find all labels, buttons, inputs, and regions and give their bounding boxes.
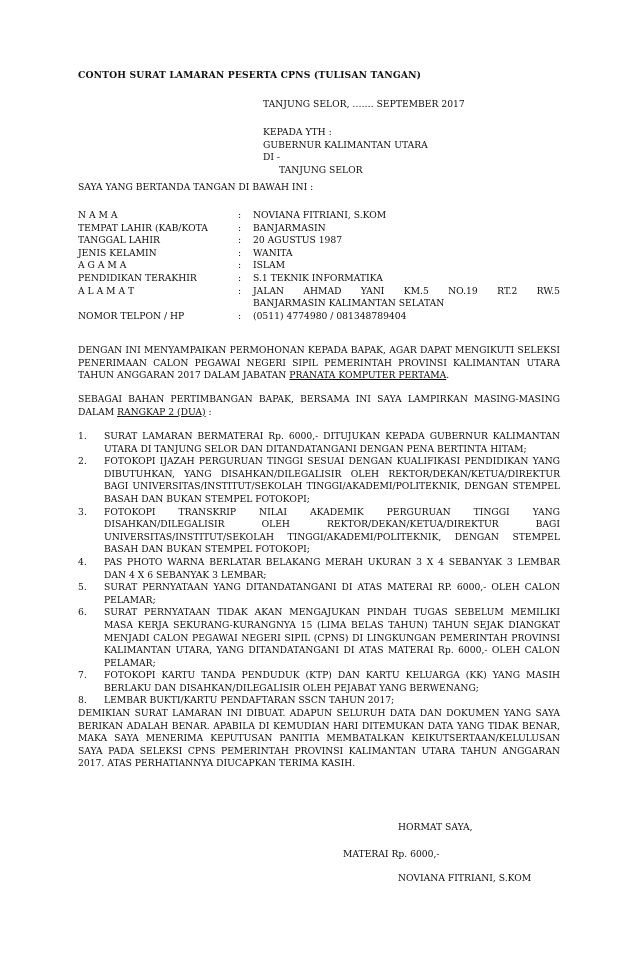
list-text: LEMBAR BUKTI/KARTU PENDAFTARAN SSCN TAHUN 2017; — [104, 695, 395, 707]
attachment-list — [78, 431, 560, 708]
field-label: TEMPAT LAHIR (KAB/KOTA — [78, 222, 208, 234]
recipient-line: TANJUNG SELOR — [279, 164, 363, 176]
list-item — [78, 582, 560, 607]
list-text: FOTOKOPI IJAZAH PERGURUAN TINGGI SESUAI DENGAN KUALIFIKASI PENDIDIKAN YANG DIBUTUHKAN, YANG DISAHKAN/DILEGALISIR OLEH REKTOR/DEKAN/KETUA/DIREKTUR BAGI UNIVERSITAS/INSTITUT/SEKOLAH TINGGI/AKADEMI/POLITEKNIK, DENGAN STEMPEL BASAH DAN BUKAN STEMPEL FOTOKOPI; — [104, 456, 560, 505]
list-text: PAS PHOTO WARNA BERLATAR BELAKANG MERAH UKURAN 3 X 4 SEBANYAK 3 LEMBAR DAN 4 X 6 SEBANYAK 3 LEMBAR; — [104, 556, 560, 581]
field-colon: : — [238, 247, 242, 259]
field-row — [78, 235, 560, 248]
recipient-block — [263, 127, 428, 177]
list-item — [78, 695, 560, 708]
paragraph-text: DENGAN INI MENYAMPAIKAN PERMOHONAN KEPADA BAPAK, AGAR DAPAT MENGIKUTI SELEKSI PENERIMAAN CALON PEGAWAI NEGERI SIPIL PEMERINTAH PROVINSI KALIMANTAN UTARA TAHUN ANGGARAN 2017 DALAM JABATAN — [78, 345, 560, 382]
field-colon: : — [238, 285, 242, 297]
field-value: (0511) 4774980 / 081348789404 — [253, 310, 407, 322]
field-value: ISLAM — [253, 260, 286, 272]
field-label: PENDIDIKAN TERAKHIR — [78, 272, 197, 284]
field-value: NOVIANA FITRIANI, S.KOM — [253, 210, 387, 221]
field-value: WANITA — [253, 247, 293, 259]
list-number: 8. — [78, 695, 87, 707]
list-text: FOTOKOPI KARTU TANDA PENDUDUK (KTP) DAN KARTU KELUARGA (KK) YANG MASIH BERLAKU DAN DISAHKAN/DILEGALISIR OLEH PEJABAT YANG BERWENANG; — [104, 670, 560, 694]
field-value: 20 AGUSTUS 1987 — [253, 235, 343, 247]
list-number: 5. — [78, 582, 87, 594]
recipient-line: KEPADA YTH : — [263, 127, 332, 138]
field-row — [78, 286, 560, 299]
list-number: 7. — [78, 670, 87, 682]
field-colon: : — [238, 222, 242, 234]
list-item — [78, 557, 560, 582]
paragraph-end: : — [205, 406, 212, 418]
attachment-intro-paragraph — [78, 394, 560, 419]
list-number: 2. — [78, 456, 87, 468]
list-number: 6. — [78, 607, 87, 619]
list-number: 4. — [78, 556, 87, 568]
field-value: BANJARMASIN KALIMANTAN SELATAN — [253, 298, 445, 310]
field-row — [78, 311, 560, 324]
copies-count: RANGKAP 2 (DUA) — [117, 406, 206, 418]
field-label: JENIS KELAMIN — [78, 247, 157, 259]
recipient-line: GUBERNUR KALIMANTAN UTARA — [263, 139, 428, 151]
field-label-blank — [78, 298, 238, 311]
field-value: BANJARMASIN — [253, 222, 326, 234]
list-text: SURAT LAMARAN BERMATERAI Rp. 6000,- DITUJUKAN KEPADA GUBERNUR KALIMANTAN UTARA DI TANJUNG SELOR DAN DITANDATANGANI DENGAN PENA BERTINTA HITAM; — [104, 431, 560, 455]
paragraph-end: . — [446, 370, 450, 382]
field-row — [78, 260, 560, 273]
field-value: JALAN AHMAD YANI KM.5 NO.19 RT.2 RW.5 — [253, 285, 560, 297]
list-text: SURAT PERNYATAAN YANG DITANDATANGANI DI ATAS MATERAI RP. 6000,- OLEH CALON PELAMAR; — [104, 582, 560, 606]
field-label: NOMOR TELPON / HP — [78, 310, 185, 322]
field-row — [78, 210, 560, 223]
field-colon-blank — [238, 298, 253, 311]
field-row — [78, 273, 560, 286]
signature-greeting: HORMAT SAYA, — [398, 822, 473, 833]
field-colon: : — [238, 310, 242, 322]
field-colon: : — [238, 210, 242, 221]
list-item — [78, 507, 560, 557]
list-item — [78, 607, 560, 670]
list-item — [78, 431, 560, 456]
recipient-line: DI - — [263, 152, 281, 164]
field-colon: : — [238, 272, 242, 284]
applicant-fields — [78, 210, 560, 323]
field-row — [78, 223, 560, 236]
field-colon: : — [238, 260, 242, 272]
signature-stamp: MATERAI Rp. 6000,- — [343, 849, 440, 860]
closing-paragraph: DEMIKIAN SURAT LAMARAN INI DIBUAT. ADAPUN SELURUH DATA DAN DOKUMEN YANG SAYA BERIKAN ADALAH BENAR. APABILA DI KEMUDIAN HARI DITEMUKAN DATA YANG TIDAK BENAR, MAKA SAYA MENERIMA KEPUTUSAN PANITIA MEMBATALKAN KEIKUTSERTAAN/KELULUSAN SAYA PADA SELEKSI CPNS PEMERINTAH PROVINSI KALIMANTAN UTARA TAHUN ANGGARAN 2017. ATAS PERHATIANNYA DIUCAPKAN TERIMA KASIH. — [78, 708, 560, 770]
intro-line: SAYA YANG BERTANDA TANGAN DI BAWAH INI : — [78, 182, 314, 193]
signature-name: NOVIANA FITRIANI, S.KOM — [398, 873, 532, 884]
field-row — [78, 298, 560, 311]
field-value: S.1 TEKNIK INFORMATIKA — [253, 272, 383, 284]
field-label: A G A M A — [78, 260, 127, 272]
document-title: CONTOH SURAT LAMARAN PESERTA CPNS (TULISAN TANGAN) — [78, 70, 422, 81]
position-name: PRANATA KOMPUTER PERTAMA — [289, 370, 447, 382]
list-item — [78, 670, 560, 695]
request-paragraph — [78, 345, 560, 383]
place-date: TANJUNG SELOR, ….… SEPTEMBER 2017 — [263, 99, 465, 110]
list-number: 1. — [78, 431, 87, 442]
field-label: A L A M A T — [78, 285, 135, 297]
field-row — [78, 248, 560, 261]
field-colon: : — [238, 235, 242, 247]
list-item — [78, 456, 560, 506]
paragraph-text: SEBAGAI BAHAN PERTIMBANGAN BAPAK, BERSAMA INI SAYA LAMPIRKAN MASING-MASING DALAM — [78, 394, 560, 418]
field-label: TANGGAL LAHIR — [78, 235, 160, 247]
list-number: 3. — [78, 506, 87, 518]
list-text: SURAT PERNYATAAN TIDAK AKAN MENGAJUKAN PINDAH TUGAS SEBELUM MEMILIKI MASA KERJA SEKURANG-KURANGNYA 15 (LIMA BELAS TAHUN) TAHUN SEJAK DIANGKAT MENJADI CALON PEGAWAI NEGERI SIPIL (CPNS) DI LINGKUNGAN PEMERINTAH PROVINSI KALIMANTAN UTARA, YANG DITANDATANGANI DI ATAS MATERAI Rp. 6000,- OLEH CALON PELAMAR; — [104, 607, 560, 669]
field-label: N A M A — [78, 210, 118, 221]
list-text: FOTOKOPI TRANSKRIP NILAI AKADEMIK PERGURUAN TINGGI YANG DISAHKAN/DILEGALISIR OLEH REKTOR/DEKAN/KETUA/DIREKTUR BAGI UNIVERSITAS/INSTITUT/SEKOLAH TINGGI/AKADEMI/POLITEKNIK, DENGAN STEMPEL BASAH DAN BUKAN STEMPEL FOTOKOPI; — [104, 506, 560, 556]
